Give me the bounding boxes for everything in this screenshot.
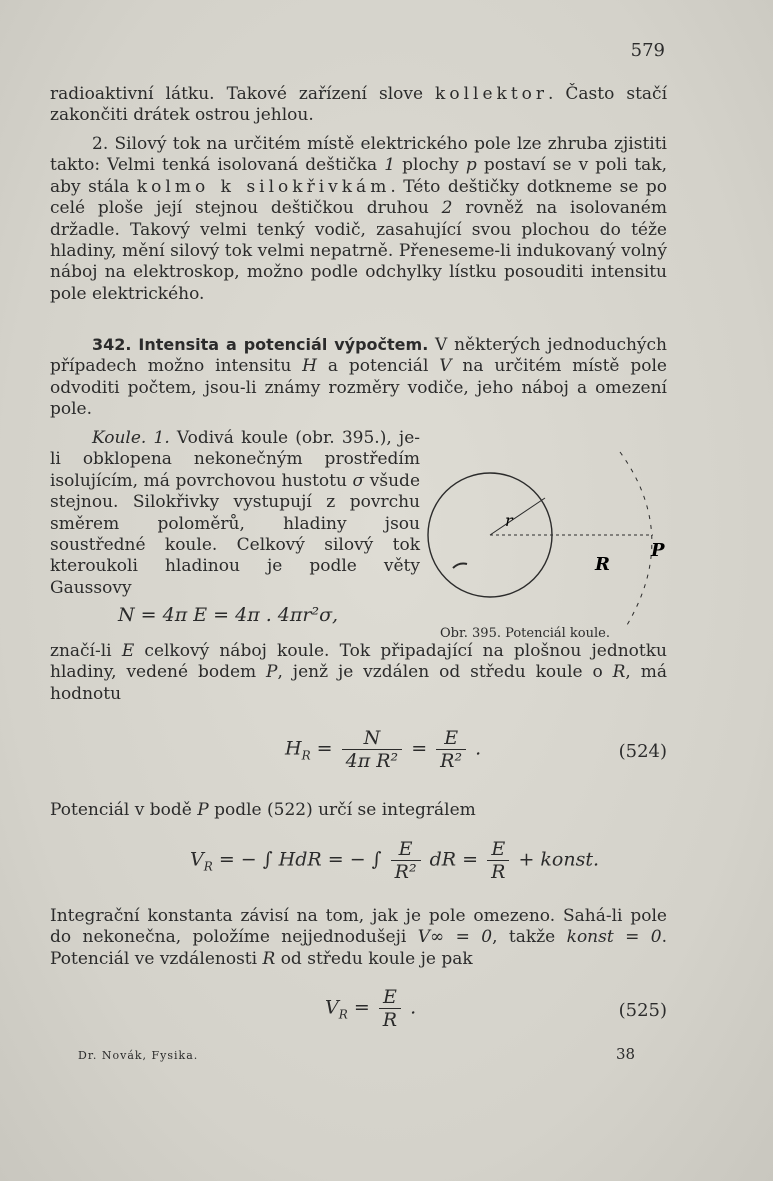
- text-run: celkový náboj koule. Tok připadající na plošnou jednotku hladiny, vedené bodem: [50, 641, 667, 683]
- var: R: [612, 662, 626, 683]
- label-r: r: [505, 511, 513, 530]
- paragraph-kollektor: [50, 84, 667, 127]
- denominator: R: [382, 1009, 398, 1031]
- text-run: radioaktivní látku. Takové zařízení slove: [50, 84, 436, 104]
- paragraph-potencial: [50, 800, 667, 821]
- subsection-title: Koule. 1.: [92, 428, 170, 448]
- text-run: všude stejnou. Silokřivky vystupují z povrchu směrem poloměrů, hladiny jsou soustředné koule. Celkový silový tok kteroukoli hladinou je podle věty Gaussovy: [50, 470, 421, 598]
- label-P: P: [651, 540, 665, 561]
- footer-author: Dr. Novák, Fysika.: [78, 1049, 199, 1062]
- eq-sub: R: [203, 859, 213, 874]
- fraction: [342, 727, 403, 772]
- var: 1: [384, 155, 396, 176]
- page-number: 579: [630, 40, 665, 61]
- label-R: R: [595, 554, 610, 575]
- text-run: , má hodnotu: [50, 662, 667, 704]
- var: R: [262, 948, 276, 969]
- section-heading: 342. Intensita a potenciál výpočtem.: [92, 335, 429, 354]
- text-run: 2. Silový tok na určitém místě elektrického pole lze zhruba zjistiti takto: Velmi tenká isolovaná deštička: [50, 134, 667, 176]
- var: konst = 0: [566, 927, 662, 948]
- var: P: [266, 662, 278, 683]
- text-run: , takže: [492, 927, 567, 948]
- text-run: na určitém místě pole odvoditi počtem, jsou-li známy rozměry vodiče, jeho náboj a omezení pole.: [50, 356, 667, 420]
- var: V: [439, 356, 452, 377]
- var: H: [302, 356, 317, 377]
- var: σ: [352, 470, 365, 491]
- equation-integral: [190, 838, 599, 883]
- text-run: , jenž je vzdálen od středu koule o: [277, 662, 613, 683]
- fraction: [487, 838, 509, 883]
- equation-524: $H_R$ = $\frac{N}{\text{4π R²}}$ = $\frac{E}{\text{R²}}$ .: [285, 727, 482, 772]
- paragraph-tok: [50, 641, 667, 705]
- denominator: R²: [440, 750, 463, 772]
- eq-lhs: V: [325, 996, 339, 1019]
- equation-number-525: (525): [618, 1000, 667, 1021]
- var: P: [197, 800, 209, 820]
- eq-sub: R: [338, 1007, 348, 1022]
- surface-mark: [453, 564, 467, 569]
- eq-tail: + konst.: [518, 848, 600, 871]
- text-run: značí-li: [50, 641, 122, 661]
- footer-signature: 38: [616, 1045, 636, 1063]
- equation-number-524: (524): [618, 741, 667, 762]
- text-run: od středu koule je pak: [275, 948, 473, 969]
- text-run: Vodivá koule (obr. 395.), je-li obklopena nekonečným prostředím isolujícím, má povrchovou hustotu: [50, 428, 421, 491]
- fraction: [436, 727, 466, 772]
- text-run: rovněž na isolovaném držadle. Takový velmi tenký vodič, zasahující svou plochou do téže hladiny, mění silový tok velmi nepatrně. Přeneseme-li indukovaný volný náboj na elektroskop, možno podle odchylky lístku posouditi intensitu pole elektrického.: [50, 198, 667, 304]
- text-run: . Často stačí zakončiti drátek ostrou jehlou.: [50, 84, 668, 126]
- numerator: E: [391, 838, 421, 861]
- var: 2: [441, 198, 453, 219]
- eq-sub: R: [301, 748, 311, 763]
- denominator: R: [491, 861, 506, 883]
- eq-lhs: V: [190, 848, 204, 871]
- eq-integral-part: = − ∫ HdR = − ∫: [218, 848, 382, 871]
- spaced-term: kolmo k silokřivkám: [136, 176, 391, 197]
- text-run: postaví se v poli tak, aby stála: [50, 155, 668, 197]
- text-run: a potenciál: [317, 356, 440, 377]
- text-run: podle (522) určí se integrálem: [208, 800, 476, 820]
- figure-395: [415, 440, 675, 630]
- var: V∞ = 0: [417, 927, 493, 948]
- radius-line: [490, 498, 545, 535]
- text-run: . Potenciál ve vzdálenosti: [50, 927, 667, 969]
- numerator: E: [436, 727, 466, 750]
- eq-lhs: H: [285, 737, 302, 760]
- numerator: E: [379, 986, 401, 1009]
- spaced-term: kollektor: [435, 84, 549, 104]
- paragraph-integracni: [50, 906, 667, 970]
- text-run: plochy: [395, 155, 466, 176]
- numerator: N: [342, 727, 403, 750]
- fraction: [391, 838, 421, 883]
- denominator: 4π R²: [345, 750, 399, 772]
- fraction: [379, 986, 401, 1031]
- var: E: [121, 641, 135, 661]
- text-run: V některých jednoduchých případech možno intensitu: [50, 335, 667, 377]
- paragraph-342: [50, 334, 667, 421]
- equation-525: $V_R$ = $\frac{E}{R}$ .: [325, 986, 417, 1031]
- text-run: Integrační konstanta závisí na tom, jak je pole omezeno. Sahá-li pole do nekonečna, položíme nejjednodušeji: [50, 906, 667, 948]
- var: p: [465, 155, 477, 176]
- paragraph-koule: [50, 428, 420, 599]
- paragraph-silovy-tok: [50, 134, 667, 305]
- equipotential-arc: [620, 452, 652, 625]
- text-run: . Této deštičky dotkneme se po celé ploše její stejnou deštičkou druhou: [50, 176, 667, 219]
- eq-dR: dR =: [429, 848, 485, 871]
- equation-gauss: N = 4π E = 4π . 4πr²σ,: [118, 604, 339, 626]
- numerator: E: [487, 838, 509, 861]
- figure-caption: Obr. 395. Potenciál koule.: [440, 626, 610, 641]
- text-run: Potenciál v bodě: [50, 800, 198, 820]
- denominator: R²: [394, 861, 417, 883]
